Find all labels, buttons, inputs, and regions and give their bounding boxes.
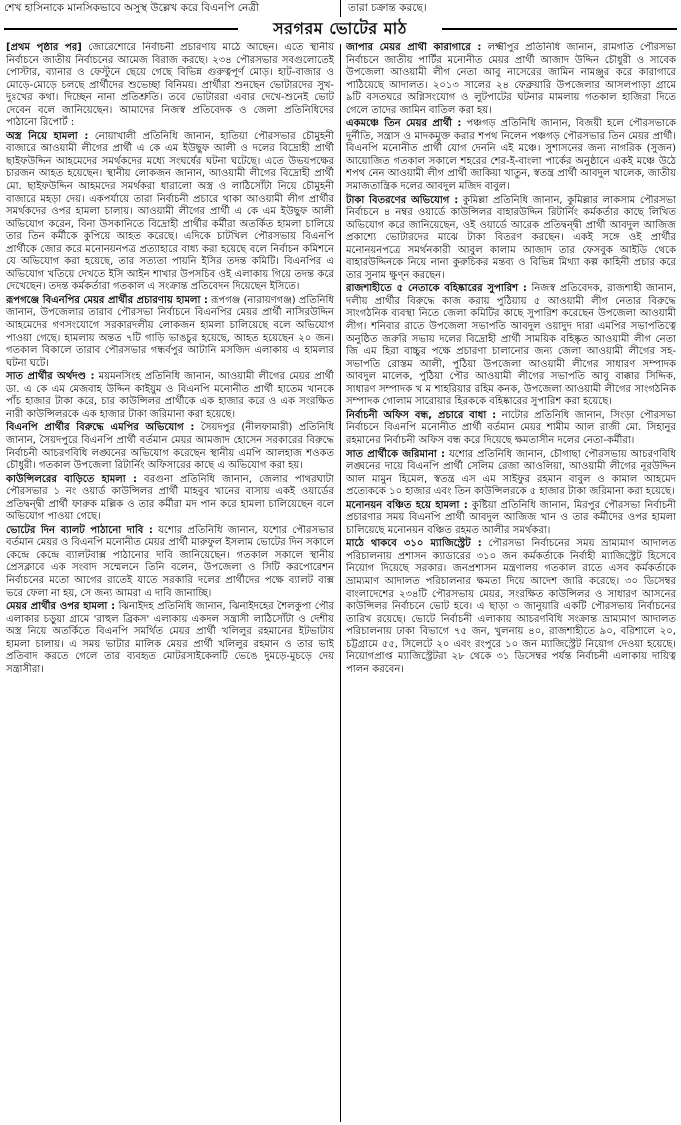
paragraph-body: জোরেশোরে নির্বাচনী প্রচারণায় মাঠে আছেন। এতে স্থানীয় নির্বাচনে জাতীয় নির্বাচনের আমেজ বিরাজ করছে। ২৩৪ পৌরসভার সবগুলোতেই পোস্টার, ব্যানার ও ফেস্টুনে ছেয়ে গেছে বিভিন্ন গুরুত্বপূর্ণ মোড়। হাট-বাজার ও মোড়ে-মোড়ে চলছে প্রার্থীদের শুভেচ্ছা বিনিময়। প্রার্থীরা শুনছেন ভোটারদের সুখ-দুঃখের কথা। দিচ্ছেন নানা প্রতিশ্রুতি। তবে ভোটাররা এবার দেখে-শুনেই ভোট দেবেন বলে জানিয়েছেন। আমাদের নিজস্ব প্রতিবেদক ও জেলা প্রতিনিধিদের পাঠানো রিপোর্ট : — [6, 42, 334, 129]
article-paragraph — [346, 42, 676, 117]
paragraph-heading: মেয়র প্রার্থীর ওপর হামলা : — [6, 601, 116, 613]
paragraph-heading: সাত প্রার্থীর অর্থদণ্ড : — [6, 371, 95, 383]
paragraph-body: পৌরসভা নির্বাচনের সময় ভ্রাম্যমাণ আদালত পরিচালনায় প্রশাসন ক্যাডারের ৩১০ জন কর্মকর্তাকে নির্বাহী ম্যাজিস্ট্রেট হিসেবে নিয়োগ দিয়েছে সরকার। জনপ্রশাসন মন্ত্রণালয় গতকাল রাতে এসব কর্মকর্তাকে ভ্রাম্যমাণ আদালত পরিচালনার ক্ষমতা দিয়ে আদেশ জারি করেছে। ৩০ ডিসেম্বর বাংলাদেশের ২৩৪টি পৌরসভায় মেয়র, সংরক্ষিত কাউন্সিলর ও সাধারণ আসনের কাউন্সিলর নির্বাচনে ভোট হবে। এ ছাড়া ৩ জানুয়ারি একটি পৌরসভায় নির্বাচনের তারিখ রয়েছে। ভোটে নির্বাচনী এলাকায় আচরণবিধি সংক্রান্ত ভ্রাম্যমাণ আদালত পরিচালনায় ঢাকা বিভাগে ৭৫ জন, খুলনায় ৪০, রাজশাহীতে ৯০, বরিশালে ২০, চট্টগ্রামে ৫৫, সিলেটে ২০ এবং রংপুরে ১০ জন ম্যাজিস্ট্রেট নিয়োগ দেওয়া হয়েছে। নিয়োগপ্রাপ্ত ম্যাজিস্ট্রেটরা ২৮ থেকে ৩১ ডিসেম্বর পর্যন্ত নির্বাচনী এলাকায় দায়িত্ব পালন করবেন। — [346, 538, 676, 675]
paragraph-heading: রূপগঞ্জে বিএনপির মেয়র প্রার্থীর প্রচারণায় হামলা : — [6, 294, 208, 306]
paragraph-body: যশোর প্রতিনিধি জানান, চৌগাছা পৌরসভায় আচরণবিধি লঙ্ঘনের দায়ে বিএনপি প্রার্থী সেলিম রেজা আওলিয়া, আওয়ামী লীগের নূরউদ্দিন আল মামুন হিমেল, স্বতন্ত্র এস এম সাইফুর রহমান বাবুল ও কামাল আহমেদ প্রত্যেককে ১০ হাজার এবং তিন কাউন্সিলরকে ৫ হাজার টাকা জরিমানা করা হয়েছে। — [346, 448, 676, 498]
top-right-continuation: তারা চক্রান্ত করছে। — [348, 2, 427, 14]
article-paragraph — [6, 295, 334, 370]
paragraph-body: কুষ্টিয়া প্রতিনিধি জানান, মিরপুর পৌরসভা নির্বাচনী প্রচারণার সময় বিএনপি প্রার্থী আবদুল আজিজ খান ও তার কর্মীদের ওপর হামলা চালিয়েছে মনোনয়ন বঞ্চিত রহমত আলীর সমর্থকরা। — [346, 499, 676, 536]
paragraph-heading: মনোনয়ন বঞ্চিত হয়ে হামলা : — [346, 499, 468, 511]
paragraph-heading: একমঞ্চে তিন মেয়র প্রার্থী : — [346, 118, 462, 130]
top-column-divider — [340, 0, 341, 17]
paragraph-body: পঞ্চগড় প্রতিনিধি জানান, বিজয়ী হলে পৌরসভাকে দুর্নীতি, সন্ত্রাস ও মাদকমুক্ত করার শপথ নিলেন পঞ্চগড় পৌরসভার তিন মেয়র প্রার্থী। বিএনপি মনোনীত প্রার্থী যোগ দেননি এই মঞ্চে। সুশাসনের জন্য নাগরিক (সুজন) আয়োজিত গতকাল সকালে শহরের শের-ই-বাংলা পার্কের অনুষ্ঠানে একই মঞ্চে উঠে শপথ নেন আওয়ামী লীগ প্রার্থী জাকিয়া খাতুন, স্বতন্ত্র প্রার্থী আবদুল খালেক, জাতীয় সমাজতান্ত্রিক দলের আবদুল মজিদ বাবুল। — [346, 118, 676, 193]
article-paragraph — [6, 371, 334, 421]
paragraph-heading: রাজশাহীতে ৫ নেতাকে বহিষ্কারের সুপারিশ : — [346, 283, 527, 295]
paragraph-body: নিজস্ব প্রতিবেদক, রাজশাহী জানান, দলীয় প্রার্থীর বিরুদ্ধে কাজ করায় পুঠিয়ায় ৫ আওয়ামী লীগ নেতার বিরুদ্ধে সাংগঠনিক ব্যবস্থা নিতে জেলা কমিটির কাছে সুপারিশ করেছেন উপজেলা আওয়ামী লীগ। শনিবার রাতে উপজেলা সভাপতি আবদুল ওয়াদুদ দারা এমপির সভাপতিত্বে অনুষ্ঠিত জরুরি সভায় দলের বিদ্রোহী প্রার্থী সাময়িক বহিষ্কৃত আওয়ামী লীগ নেতা জি এম হিরা বাচ্চুর পক্ষে প্রচারণা চালানোর জন্য জেলা আওয়ামী লীগের সহ-সভাপতি রোস্তম আলী, পুঠিয়া উপজেলা আওয়ামী লীগের সাধারণ সম্পাদক আবদুল মালেক, পুঠিয়া পৌর আওয়ামী লীগের সভাপতি আবু বাক্কার সিদ্দিক, সাধারণ সম্পাদক খ ম শাহরিয়ার রহিম কনক, উপজেলা আওয়ামী লীগের সাংগঠনিক সম্পাদক গোলাম সারোয়ার হিরককে বহিষ্কারের সুপারিশ করা হয়েছে। — [346, 283, 676, 408]
paragraph-body: নোয়াখালী প্রতিনিধি জানান, হাতিয়া পৌরসভার চৌমুহনী বাজারে আওয়ামী লীগের প্রার্থী এ কে এম ইউছুফ আলী ও দলের বিদ্রোহী প্রার্থী ছাইফউদ্দিন আহমেদের সমর্থকদের মধ্যে সংঘর্ষের ঘটনা ঘটেছে। এতে উভয়পক্ষের চারজন আহত হয়েছেন। স্থানীয় লোকজন জানান, আওয়ামী লীগের বিদ্রোহী প্রার্থী মো. ছাইফউদ্দিন আহমদের সমর্থকরা ধারালো অস্ত্র ও লাঠিসোঁটা নিয়ে চৌমুহনী বাজারে মহড়া দেয়। একপর্যায়ে তারা নির্বাচনী প্রচারে থাকা আওয়ামী লীগ প্রার্থীর সমর্থকদের ওপর হামলা চালায়। আওয়ামী লীগের প্রার্থী এ কে এম ইউছুফ আলী অভিযোগ করেন, বিনা উসকানিতে বিদ্রোহী প্রার্থীর কর্মীরা অতর্কিত হামলা চালিয়ে তার তিন কর্মীকে কুপিয়ে আহত করেছে। এদিকে চাটখিল পৌরসভায় বিএনপি প্রার্থীকে জোর করে মনোনয়নপত্র প্রত্যাহারে বাধ্য করা হয়েছে বলে নির্বাচন কমিশনে যে অভিযোগ করা হয়েছে, তার সত্যতা পায়নি ইসির তদন্ত কমিটি। বিএনপির এ অভিযোগ খতিয়ে দেখতে ইসি আইন শাখার উপসচিব ওই এলাকায় গিয়ে তদন্ত করে দেখেছেন। তদন্ত কর্মকর্তারা গতকাল এ সংক্রান্ত প্রতিবেদন দিয়েছেন ইসিতে। — [6, 130, 334, 293]
article-paragraph — [346, 500, 676, 538]
paragraph-body: বরগুনা প্রতিনিধি জানান, জেলার পাথরঘাটা পৌরসভার ১ নং ওয়ার্ড কাউন্সিলর প্রার্থী মাহবুব খানের বাসায় একই ওয়ার্ডের প্রতিদ্বন্দ্বী প্রার্থী ফারুক মল্লিক ও তার কর্মীরা মদ পান করে হামলা চালিয়েছেন বলে অভিযোগ পাওয়া গেছে। — [6, 473, 334, 523]
article-paragraph — [6, 525, 334, 600]
article-paragraph — [346, 449, 676, 499]
paragraph-body: যশোর প্রতিনিধি জানান, যশোর পৌরসভার বর্তমান মেয়র ও বিএনপি মনোনীত মেয়র প্রার্থী মারুফুল ইসলাম ভোটের দিন সকালে কেন্দ্রে কেন্দ্রে ব্যালটবাক্স পাঠানোর দাবি জানিয়েছেন। গতকাল সকালে স্থানীয় প্রেসক্লাবে এক সংবাদ সম্মেলনে তিনি বলেন, উপজেলা ও সিটি করপোরেশন নির্বাচনের মতো আগের রাতেই যাতে সরকারি দলের প্রার্থীদের পক্ষে ব্যালট বাক্স ভরে ফেলা না হয়, সে জন্য আমরা এ দাবি জানাচ্ছি। — [6, 524, 334, 599]
paragraph-heading: মাঠে থাকবে ৩১০ ম্যাজিস্ট্রেট : — [346, 538, 482, 550]
paragraph-heading: অস্ত্র নিয়ে হামলা : — [6, 130, 89, 142]
article-paragraph — [6, 131, 334, 294]
article-paragraph — [346, 538, 676, 676]
article-paragraph — [346, 118, 676, 193]
paragraph-body: নাটোর প্রতিনিধি জানান, সিংড়া পৌরসভা নির্বাচনে বিএনপি মনোনীত প্রার্থী বর্তমান মেয়র শামীম আল রাজী মো. সিহানুর রহমানের নির্বাচনী অফিস বন্ধ করে দিয়েছে ক্ষমতাসীন দলের নেতা-কর্মীরা। — [346, 409, 676, 446]
paragraph-heading: কাউন্সিলরের বাড়িতে হামলা : — [6, 473, 137, 485]
paragraph-heading: [প্রথম পৃষ্ঠার পর] — [6, 42, 82, 53]
column-divider — [340, 44, 341, 1122]
paragraph-body: সৈয়দপুর (নীলফামারী) প্রতিনিধি জানান, সৈয়দপুরে বিএনপি প্রার্থী বর্তমান মেয়র আমজাদ হোসেন সরকারের বিরুদ্ধে নির্বাচনী আচরণবিধি লঙ্ঘনের অভিযোগ করেছেন স্থানীয় এমপি আলহাজ শওকত চৌধুরী। গতকাল উপজেলা রিটার্নিং অফিসারের কাছে এ অভিযোগ করা হয়। — [6, 422, 334, 472]
paragraph-heading: সাত প্রার্থীকে জরিমানা : — [346, 448, 446, 460]
paragraph-body: লক্ষ্মীপুর প্রতিনিধি জানান, রামগতি পৌরসভা নির্বাচনে জাতীয় পার্টির মনোনীত মেয়র প্রার্থী আজাদ উদ্দিন চৌধুরী ও সাবেক উপজেলা আওয়ামী লীগ নেতা আবু নাসেরের জামিন নামঞ্জুর করে কারাগারে পাঠিয়েছে আদালত। ২০১৩ সালের ২৪ ফেব্রুয়ারি উপজেলার আসলপাড়া গ্রামে ৯টি বসতঘরে অগ্নিসংযোগ ও লুটপাটের ঘটনার মামলায় গতকাল হাজিরা দিতে গেলে তাদের জামিন বাতিল করা হয়। — [346, 42, 676, 116]
top-left-continuation: শেখ হাসিনাকে মানসিকভাবে অসুস্থ উল্লেখ করে বিএনপি নেত্রী — [4, 2, 260, 14]
article-paragraph — [6, 42, 334, 130]
article-paragraph — [6, 601, 334, 676]
article-paragraph — [6, 422, 334, 472]
paragraph-heading: নির্বাচনী অফিস বন্ধ, প্রচারে বাধা : — [346, 409, 497, 421]
paragraph-heading: ভোটের দিন ব্যালট পাঠানো দাবি : — [6, 524, 153, 536]
paragraph-heading: টাকা বিতরণের অভিযোগ : — [346, 194, 459, 206]
paragraph-heading: জাপার মেয়র প্রার্থী কারাগারে : — [346, 42, 482, 53]
title-rule-left — [4, 28, 238, 30]
paragraph-body: রূপগঞ্জ (নারায়ণগঞ্জ) প্রতিনিধি জানান, উপজেলার তারাব পৌরসভা নির্বাচনে বিএনপির মেয়র প্রার্থী নাসিরউদ্দিন আহমেদের গণসংযোগে সরকারদলীয় লোকজন হামলা চালিয়েছে বলে অভিযোগ পাওয়া গেছে। হামলায় অন্তত ৭টি গাড়ি ভাঙচুর হয়েছে, আহত হয়েছেন ২০ জন। গতকাল বিকালে তারাব পৌরসভার গন্ধর্বপুর আটানি মসজিদ এলাকায় এ হামলার ঘটনা ঘটে। — [6, 294, 334, 369]
left-column — [6, 42, 334, 1122]
article-paragraph — [346, 410, 676, 448]
paragraph-body: ময়মনসিংহ প্রতিনিধি জানান, আওয়ামী লীগের মেয়র প্রার্থী ডা. এ কে এম মেজবাহ উদ্দিন কাইয়ুম ও বিএনপি মনোনীত প্রার্থী হাতেম খানকে পাঁচ হাজার টাকা করে, চার কাউন্সিলর প্রার্থীকে এক হাজার করে ও এক সংরক্ষিত নারী কাউন্সিলরকে এক হাজার টাকা জরিমানা করা হয়েছে। — [6, 371, 334, 420]
right-column — [346, 42, 676, 1122]
article-paragraph — [346, 195, 676, 283]
paragraph-body: কুমিল্লা প্রতিনিধি জানান, কুমিল্লার লাকসাম পৌরসভা নির্বাচনে ৪ নম্বর ওয়ার্ডে কাউন্সিলর বাহারউদ্দিন রিটার্নিং কর্মকর্তার কাছে লিখিত অভিযোগ করে জানিয়েছেন, ওই ওয়ার্ডে আরেক প্রতিদ্বন্দ্বী প্রার্থী আবদুল আজিজ প্রকাশ্যে ভোটারদের মাঝে টাকা বিতরণ করছেন। একই সঙ্গে ওই প্রার্থীর মনোনয়নপত্রে সমর্থনকারী আবুল কালাম আজাদ তার ফেসবুক আইডি থেকে বাহারউদ্দিনকে নিয়ে নানা কুরুচিকর মন্তব্য ও বিভিন্ন মিথ্যা কল্প কাহিনী প্রচার করে তার সুনাম ক্ষুণ্ন করছেন। — [346, 194, 676, 281]
paragraph-body: ঝিনাইদহ প্রতিনিধি জানান, ঝিনাইদহের শৈলকুপা পৌর এলাকার চড়ুয়া গ্রামে 'রাহুল ব্রিকস' এলাকায় একদল সন্ত্রাসী লাঠিসোঁটা ও দেশীয় অস্ত্র নিয়ে অতর্কিতে বিএনপি সমর্থিত মেয়র প্রার্থী খলিলুর রহমানের ইটভাটায় হামলা চালায়। এ সময় ভাটার মালিক মেয়র প্রার্থী খলিলুর রহমান ও তার ভাই প্রতিবাদ করতে গেলে তার ব্যবহৃত মোটরসাইকেলটি ভেঙে দুমড়ে-মুচড়ে দেয় সন্ত্রাসীরা। — [6, 601, 334, 675]
section-headline: সরগরম ভোটের মাঠ — [240, 17, 440, 41]
article-paragraph — [6, 474, 334, 524]
title-rule-right — [442, 28, 677, 30]
article-paragraph — [346, 283, 676, 408]
paragraph-heading: বিএনপি প্রার্থীর বিরুদ্ধে এমপির অভিযোগ : — [6, 422, 195, 434]
